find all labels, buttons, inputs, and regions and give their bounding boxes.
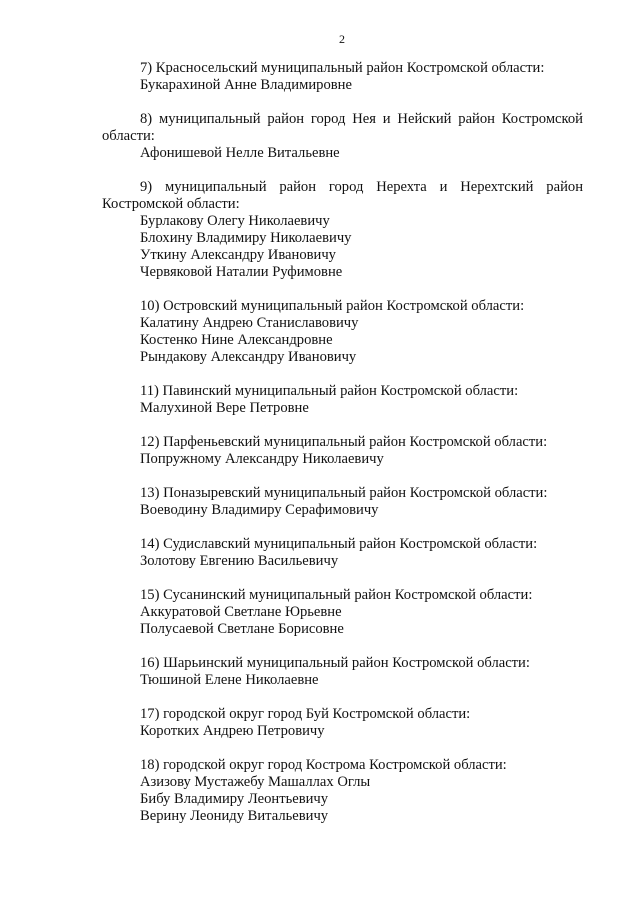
person-name: Азизову Мустажебу Машаллах Оглы (140, 774, 371, 790)
person-name: Тюшиной Елене Николаевне (140, 672, 319, 688)
section-14 (102, 536, 583, 570)
person-name: Коротких Андрею Петровичу (140, 723, 325, 739)
section-heading: 17) городской округ город Буй Костромской области: (140, 706, 471, 722)
section-11 (102, 383, 583, 417)
section-heading-line: Костромской области: (102, 196, 240, 212)
section-heading: 7) Красносельский муниципальный район Костромской области: (140, 60, 545, 76)
person-name: Верину Леониду Витальевичу (140, 808, 329, 824)
section-heading: 13) Поназыревский муниципальный район Костромской области: (140, 485, 548, 501)
person-name: Червяковой Наталии Руфимовне (140, 264, 343, 280)
section-12 (102, 434, 583, 468)
section-heading: 14) Судиславский муниципальный район Костромской области: (140, 536, 538, 552)
section-10 (102, 298, 583, 366)
section-heading-line: 8) муниципальный район город Нея и Нейский район Костромской (140, 111, 583, 127)
person-name: Малухиной Вере Петровне (140, 400, 309, 416)
person-name: Полусаевой Светлане Борисовне (140, 621, 344, 637)
person-name: Попружному Александру Николаевичу (140, 451, 384, 467)
person-name: Бурлакову Олегу Николаевичу (140, 213, 330, 229)
section-17 (102, 706, 583, 740)
section-heading (102, 111, 583, 145)
section-heading: 18) городской округ город Кострома Костромской области: (140, 757, 507, 773)
person-name: Уткину Александру Ивановичу (140, 247, 336, 263)
section-heading-line: 9) муниципальный район город Нерехта и Нерехтский район (140, 179, 583, 195)
section-15 (102, 587, 583, 638)
person-name: Афонишевой Нелле Витальевне (140, 145, 340, 161)
person-name: Рындакову Александру Ивановичу (140, 349, 357, 365)
document-body (102, 60, 583, 842)
person-name: Костенко Нине Александровне (140, 332, 333, 348)
section-7 (102, 60, 583, 94)
person-name: Букарахиной Анне Владимировне (140, 77, 352, 93)
section-heading: 10) Островский муниципальный район Костромской области: (140, 298, 525, 314)
person-name: Калатину Андрею Станиславовичу (140, 315, 359, 331)
section-13 (102, 485, 583, 519)
person-name: Воеводину Владимиру Серафимовичу (140, 502, 379, 518)
person-name: Блохину Владимиру Николаевичу (140, 230, 352, 246)
section-heading-line: области: (102, 128, 155, 144)
section-heading (102, 179, 583, 213)
section-8 (102, 111, 583, 162)
person-name: Бибу Владимиру Леонтьевичу (140, 791, 329, 807)
section-heading: 12) Парфеньевский муниципальный район Костромской области: (140, 434, 548, 450)
person-name: Аккуратовой Светлане Юрьевне (140, 604, 342, 620)
person-name: Золотову Евгению Васильевичу (140, 553, 339, 569)
section-18 (102, 757, 583, 825)
page-number: 2 (339, 32, 345, 46)
section-9 (102, 179, 583, 281)
section-heading: 15) Сусанинский муниципальный район Костромской области: (140, 587, 533, 603)
section-heading: 11) Павинский муниципальный район Костромской области: (140, 383, 519, 399)
section-heading: 16) Шарьинский муниципальный район Костромской области: (140, 655, 530, 671)
section-16 (102, 655, 583, 689)
